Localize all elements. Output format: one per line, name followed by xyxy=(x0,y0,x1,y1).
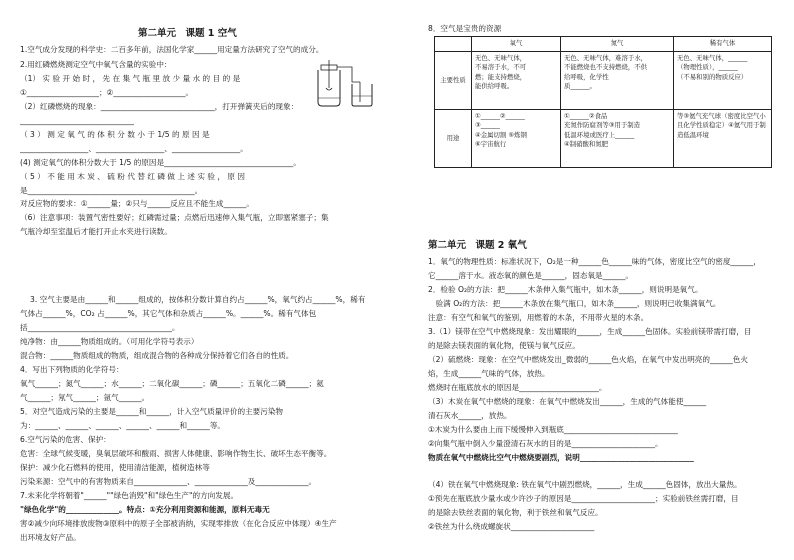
text-line: 为：______、______、______、______、______和______等。 xyxy=(20,421,226,430)
text-line: 验满 O₂的方法：把______木条放在集气瓶口，如木条______，则说明已收集满氧气。 xyxy=(428,299,721,308)
text-line: "绿色化学"的______________。特点：①充分利用资源和能源，原料无毒无 xyxy=(20,505,270,514)
text-line: 污染来源：空气中的有害物质来自______________、______________及______________。 xyxy=(20,477,317,486)
nitrogen-properties-cell: 无色、无味气体，难溶于水， 不能燃烧也不支持燃烧，不供 给呼吸，化学性 质______。 xyxy=(561,52,674,110)
text-line: 6.空气污染的危害、保护： xyxy=(20,435,111,444)
table-header-nitrogen: 氮气 xyxy=(561,37,674,52)
air-resources-table xyxy=(434,36,772,168)
text-line: 7.未来化学将朝着"______""绿色消毁"和"绿色生产"的方向发展。 xyxy=(20,491,239,500)
text-line: 气______；氖气______；氩气______。 xyxy=(20,393,150,402)
text-line: 燃烧时在瓶底放水的原因是_____________________。 xyxy=(428,383,607,392)
text-line: 注意：有空气和氧气的鉴别，用燃着的木条，不用带火星的木条。 xyxy=(428,313,649,322)
text-line: 5．对空气造成污染的主要是______和______，计入空气质量评价的主要污染物 xyxy=(20,407,284,416)
table-corner xyxy=(435,37,472,52)
noble-gas-uses-cell: 等③氦气充气球（密度比空气小 且化学性质稳定）④氦气用于制 造低温环境 xyxy=(674,110,772,168)
text-line: （1） 实 验 开 始 时 ， 先 在 集 气 瓶 里 放 少 量 水 的 目 的 是 xyxy=(20,74,241,83)
text-line: 它______溶于水。液态氧的颜色是______，固态氧是______。 xyxy=(428,271,634,280)
text-line: ①预先在瓶底放少量水或少许沙子的原因是______________________；实验前铁丝需打磨，目 xyxy=(428,494,739,503)
text-line: 2.用红磷燃烧测定空气中氧气含量的实验中： xyxy=(20,60,172,69)
text-line: （ 5 ） 不 能 用 木 炭 、 硫 粉 代 替 红 磷 做 上 述 实 验 ， 原 因 xyxy=(20,172,245,181)
section8-title: 8．空气是宝贵的资源 xyxy=(428,24,502,33)
text-line: 混合物：______物质组成的物质，组成混合物的各种成分保持着它们各自的性质。 xyxy=(20,351,294,360)
oxygen-uses-cell: ①______②______ ③______ ④金属切割 ⑤炼钢 ⑥宇宙航行 xyxy=(472,110,561,168)
text-line: ①木炭为什么要由上而下缓慢伸入到瓶底______________________________ xyxy=(428,425,678,434)
text-line: （3）木炭在氧气中燃烧的现象：在氧气中燃烧发出______，生成的气体能使______ xyxy=(428,397,707,406)
row-header-uses: 用途 xyxy=(435,110,472,168)
text-line: 4．写出下列物质的化学符号： xyxy=(20,365,124,374)
text-line: 清石灰水______，放热。 xyxy=(428,411,512,420)
text-line: 焰，生成______气味的气体，放热。 xyxy=(428,369,550,378)
text-line: 1．氧气的物理性质：标准状况下，O₂是一种______色______味的气体，密度比空气的密度______， xyxy=(428,257,761,266)
oxygen-properties-cell: 无色、无味气体， 不易溶于水，不可 燃；能支持燃烧， 能供给呼吸。 xyxy=(472,52,561,110)
text-line: （2）硫燃烧：现象：在空气中燃烧发出_微弱的______色火焰，在氧气中发出明亮的______色火 xyxy=(428,355,748,364)
text-line: （2）红磷燃烧的现象：______________________________，打开弹簧夹后的现象： xyxy=(20,102,299,111)
text-line: 2．检验 O₂的方法：把______木条伸入集气瓶中，如木条______，则说明是氧气。 xyxy=(428,285,703,294)
text-line: 物质在氧气中燃烧比空气中燃烧要剧烈，说明______________________________ xyxy=(428,453,694,462)
text-line: 气体占______%，CO₂ 占______%，其它气体和杂质占______%。______%。稀有气体包 xyxy=(20,309,317,318)
table-header-oxygen: 氧气 xyxy=(472,37,561,52)
text-line: 出环境友好产品。 xyxy=(20,533,81,542)
text-line: 纯净物：由______物质组成的。（可用化学符号表示） xyxy=(20,337,199,346)
lesson1-title: 第二单元 课题 1 空气 xyxy=(138,28,237,39)
text-line: （4）铁在氧气中燃烧现象: 铁在氧气中剧烈燃烧，______，生成______色固体，放出大量热。 xyxy=(428,480,742,489)
text-line: ______________________________ xyxy=(20,116,134,125)
row-header-properties: 主要性质 xyxy=(435,52,472,110)
text-line: （ 3 ） 测 定 氧 气 的 体 积 分 数 小 于 1/5 的 原 因 是 xyxy=(20,130,210,139)
text-line: 保护：减少化石燃料的使用，使用清洁能源，植树造林等 xyxy=(20,463,210,472)
lesson2-title: 第二单元 课题 2 氧气 xyxy=(428,240,527,251)
text-line: ②铁丝为什么绕成螺旋状______________________ xyxy=(428,522,595,531)
text-line: 气瓶冷却至室温后才能打开止水夹进行读数。 xyxy=(20,227,172,236)
text-line: (4) 测定氧气的体积分数大于 1/5 的原因是__________________________________。 xyxy=(20,158,301,167)
text-line: __________________、__________________、__________________。 xyxy=(20,144,248,153)
nitrogen-uses-cell: ①______②食品 充氮作防腐剂等③用于制造 低温环境或医疗上______ ④制硝酸和氮肥 xyxy=(561,110,674,168)
text-line: ②向集气瓶中倒入少量澄清石灰水的目的是______________________。 xyxy=(428,439,663,448)
text-line: 氧气______；氮气______；水______；二氧化碳______；磷______；五氧化二磷______；氦 xyxy=(20,379,324,388)
text-line: 是____________________________________________。 xyxy=(20,186,203,195)
noble-gas-properties-cell: 无色、无味气体，______ （物理性质），______ （不易和别的物质反应） xyxy=(674,52,772,110)
text-line: 害②减少向环境排放废物③原料中的原子全部被消纳，实现零排放（在化合反应中体现）④生产 xyxy=(20,519,337,528)
text-line: （6）注意事项：装置气密性要好；红磷需过量；点燃后迅速伸入集气瓶，立即塞紧塞子；集 xyxy=(20,213,329,222)
text-line: 1.空气成分发现的科学史：二百多年前，法国化学家______用定量方法研究了空气的成分。 xyxy=(20,45,324,54)
text-line: 危害：全球气候变暖，臭氧层破坏和酸雨、损害人体健康、影响作物生长、破坏生态平衡等。 xyxy=(20,449,332,458)
phosphorus-experiment-apparatus-figure xyxy=(312,58,374,108)
text-line: ①___________________；②___________________。 xyxy=(20,88,194,97)
text-line: 3.（1）镁带在空气中燃烧现象：发出耀眼的______，生成______色固体。实验前镁带需打磨，目 xyxy=(428,327,752,336)
text-line: 3. 空气主要是由______和______组成的，按体积分数计算自约占______%，氧气约占______%，稀有 xyxy=(30,295,366,304)
table-header-noble-gas: 稀有气体 xyxy=(674,37,772,52)
text-line: 的是除去镁表面的氧化物，使镁与氧气反应。 xyxy=(428,341,580,350)
text-line: 括______________________________________。 xyxy=(20,323,180,332)
text-line: 对反应物的要求：①______量；②只与______反应且不能生成______。 xyxy=(20,199,254,208)
text-line: 的是除去铁丝表面的氧化物，利于铁丝和氧气反应。 xyxy=(428,508,603,517)
